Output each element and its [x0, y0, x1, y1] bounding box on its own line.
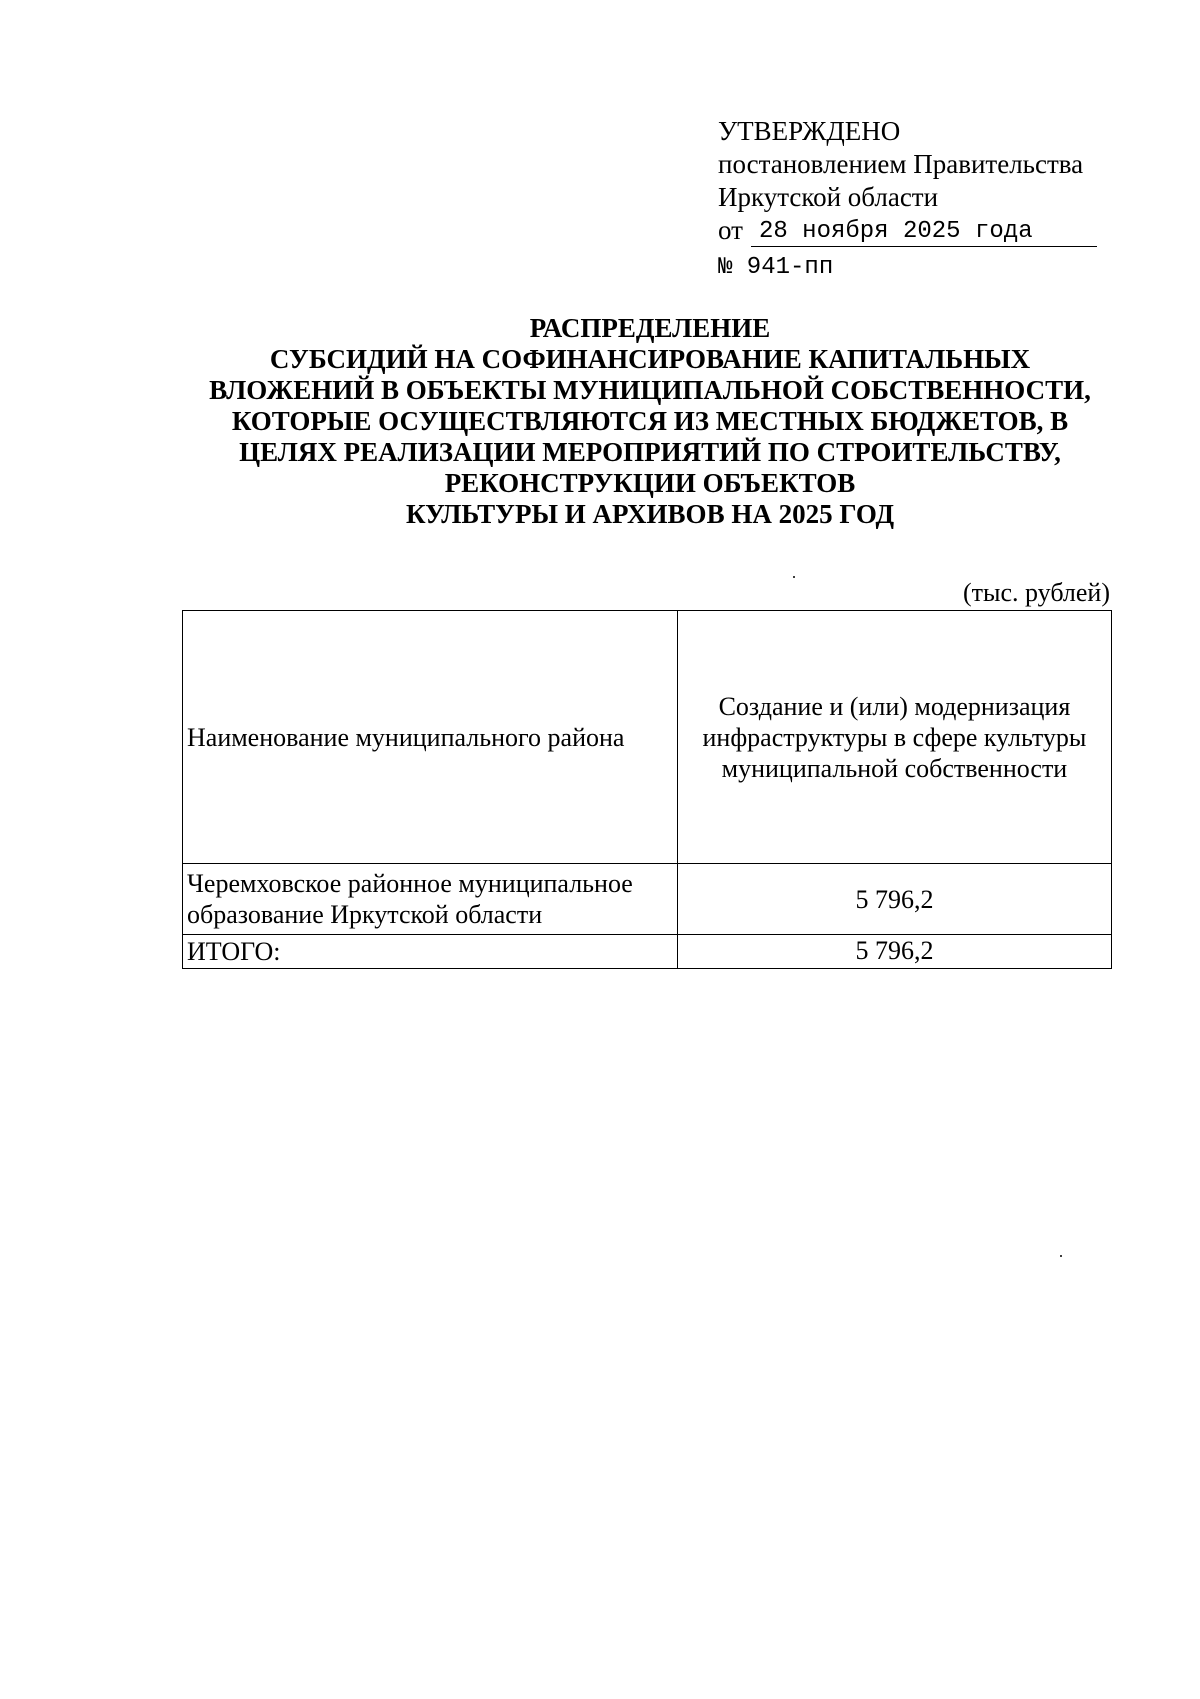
approval-line-2: Иркутской области	[718, 182, 939, 212]
title-line: СУБСИДИЙ НА СОФИНАНСИРОВАНИЕ КАПИТАЛЬНЫХ	[269, 344, 1031, 374]
district-name: Черемховское районное муниципальное образование Иркутской области	[183, 864, 678, 935]
subsidy-table	[182, 610, 1112, 969]
title-line: ЦЕЛЯХ РЕАЛИЗАЦИИ МЕРОПРИЯТИЙ ПО СТРОИТЕЛЬСТВУ,	[239, 437, 1061, 467]
scan-speck	[1060, 1255, 1062, 1257]
title-line: РЕКОНСТРУКЦИИ ОБЪЕКТОВ	[444, 468, 856, 498]
title-line: РАСПРЕДЕЛЕНИЕ	[529, 313, 771, 343]
approval-date: 28 ноября 2025 года	[751, 218, 1097, 247]
table-total-row	[183, 935, 1112, 969]
title-line: КУЛЬТУРЫ И АРХИВОВ НА 2025 ГОД	[405, 499, 895, 529]
approval-block	[718, 115, 1118, 283]
total-label: ИТОГО:	[183, 935, 678, 969]
units-label: (тыс. рублей)	[962, 578, 1110, 607]
scan-speck	[793, 576, 795, 578]
approval-date-prefix: от	[718, 215, 743, 245]
header-subsidy: Создание и (или) модернизация инфраструктуры в сфере культуры муниципальной собственности	[677, 611, 1111, 864]
approval-stamp: УТВЕРЖДЕНО	[718, 116, 901, 146]
approval-date-row	[718, 214, 1118, 247]
table-header-row	[183, 611, 1112, 864]
total-value: 5 796,2	[677, 935, 1111, 969]
title-line: КОТОРЫЕ ОСУЩЕСТВЛЯЮТСЯ ИЗ МЕСТНЫХ БЮДЖЕТОВ, В	[231, 406, 1069, 436]
district-value: 5 796,2	[677, 864, 1111, 935]
table-row	[183, 864, 1112, 935]
header-district: Наименование муниципального района	[183, 611, 678, 864]
document-title	[150, 313, 1150, 530]
approval-number: № 941-пп	[718, 254, 834, 281]
approval-line-1: постановлением Правительства	[718, 149, 1084, 179]
title-line: ВЛОЖЕНИЙ В ОБЪЕКТЫ МУНИЦИПАЛЬНОЙ СОБСТВЕННОСТИ,	[209, 375, 1091, 405]
